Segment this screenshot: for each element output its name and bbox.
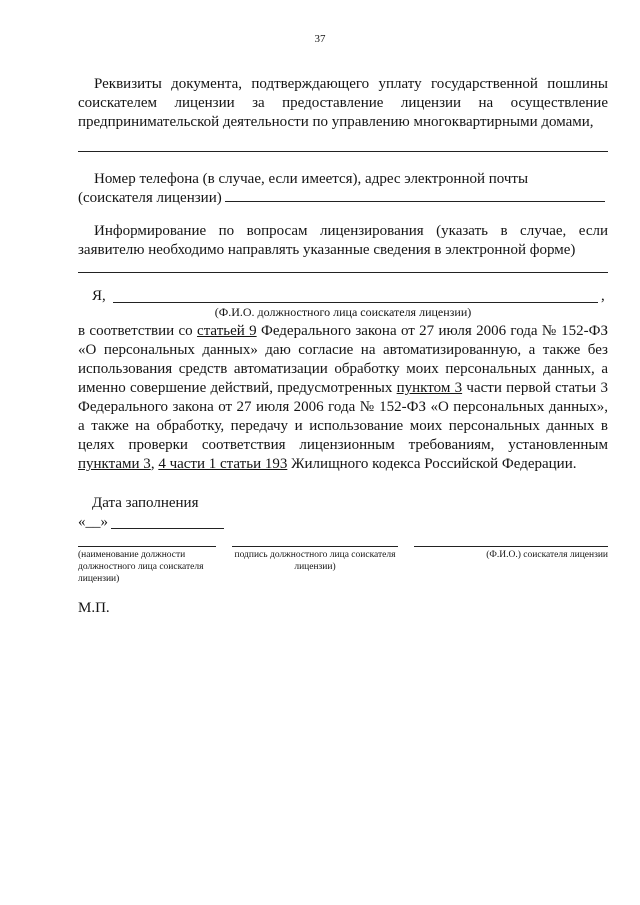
contact-field[interactable] <box>225 189 605 202</box>
payment-details-field[interactable] <box>78 151 608 152</box>
contact-applicant-label: (соискателя лицензии) <box>78 190 222 206</box>
consent-text-5: Жилищного кодекса Российской Федерации. <box>287 456 577 472</box>
full-name-field[interactable] <box>414 546 608 547</box>
date-label: Дата заполнения <box>92 495 199 511</box>
date-day-field[interactable]: «__» <box>78 514 108 530</box>
link-article-193[interactable]: 4 части 1 статьи 193 <box>158 456 288 472</box>
link-article-9[interactable]: статьей 9 <box>197 323 257 339</box>
position-caption: (наименование должности должностного лица соискателя лицензии) <box>78 550 204 584</box>
consent-comma: , <box>601 288 605 304</box>
official-name-caption: (Ф.И.О. должностного лица соискателя лицензии) <box>214 305 472 319</box>
full-name-caption: (Ф.И.О.) соискателя лицензии <box>486 550 608 560</box>
contact-text: Номер телефона (в случае, если имеется), адрес электронной почты <box>94 171 529 187</box>
payment-details-paragraph <box>78 75 608 132</box>
consent-text-1: в соответствии со <box>78 323 198 339</box>
inform-paragraph <box>78 222 608 260</box>
consent-paragraph <box>78 322 608 474</box>
stamp-place: М.П. <box>78 600 110 616</box>
signature-caption: подпись должностного лица соискателя лицензии) <box>234 550 396 572</box>
consent-text-2: Федерального закона от 27 июля 2006 года № 152-ФЗ «О персональных данных» даю согласие на автоматизированную, а также без использования средств автоматизации обработку моих персональных данных, а именно совершение действий, предусмотренных <box>78 323 609 396</box>
contact-paragraph <box>78 170 608 208</box>
inform-field[interactable] <box>78 272 608 273</box>
link-points-3[interactable]: пунктами 3 <box>78 456 151 472</box>
consent-text-3: части первой статьи 3 Федерального закона от 27 июля 2006 года № 152-ФЗ «О персональных данных», а также на обработку, передачу и использование моих персональных данных в целях проверки соответствия лицензионным требованиям, установленным <box>78 380 608 453</box>
payment-details-text: Реквизиты документа, подтверждающего уплату государственной пошлины соискателем лицензии за предоставление лицензии на осуществление предпринимательской деятельности по управлению многоквартирными домами, <box>78 76 608 130</box>
position-field[interactable] <box>78 546 216 547</box>
date-field[interactable] <box>111 528 224 529</box>
signature-field[interactable] <box>232 546 398 547</box>
link-point-3[interactable]: пунктом 3 <box>396 380 463 396</box>
consent-prefix: Я, <box>92 288 106 304</box>
consent-text-4: , <box>150 456 159 472</box>
inform-text: Информирование по вопросам лицензирования (указать в случае, если заявителю необходимо направлять указанные сведения в электронной форме) <box>78 223 608 258</box>
official-name-field[interactable] <box>113 302 598 303</box>
page-number: 37 <box>314 33 326 45</box>
